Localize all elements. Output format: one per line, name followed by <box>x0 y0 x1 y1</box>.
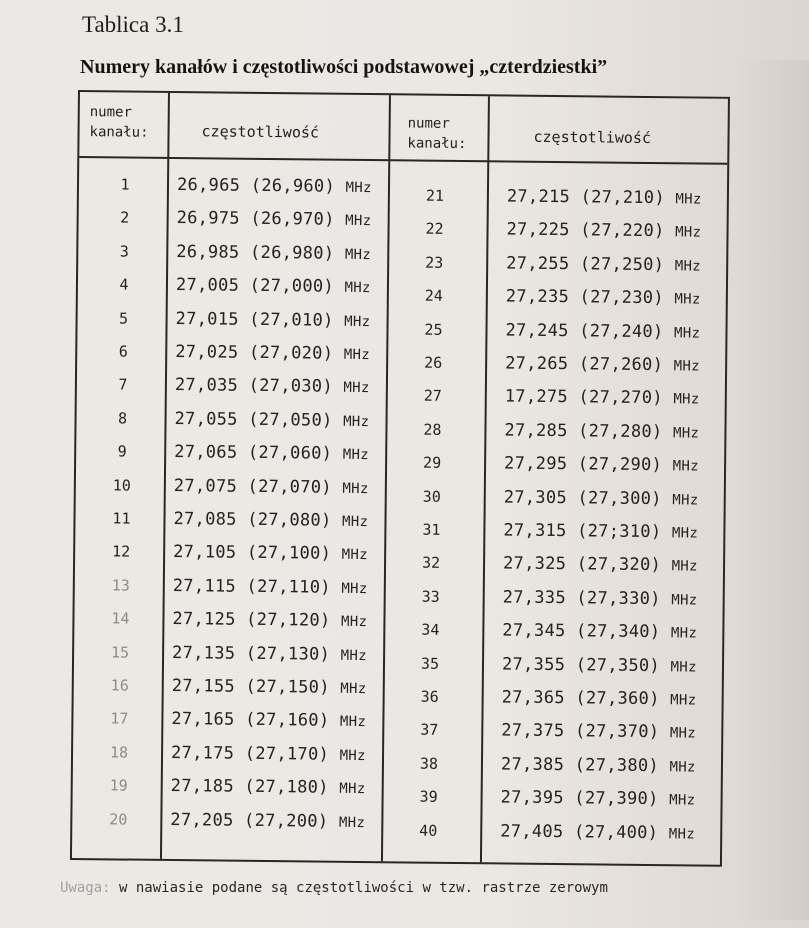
frequency-text: 27,325 (27,320) <box>502 553 662 576</box>
frequency-value <box>505 320 700 342</box>
channel-number: 6 <box>118 342 128 361</box>
header-frequency-right: częstotliwość <box>533 127 652 148</box>
frequency-text: 27,225 (27,220) <box>506 219 665 242</box>
frequency-unit: MHz <box>674 291 701 308</box>
frequency-unit: MHz <box>668 825 696 843</box>
frequency-unit: MHz <box>345 213 372 230</box>
channel-number: 38 <box>419 754 439 773</box>
header-channel-line2: kanału: <box>89 124 149 141</box>
frequency-unit: MHz <box>341 580 368 597</box>
channel-number: 7 <box>118 375 128 394</box>
frequency-text: 17,275 (27,270) <box>504 386 663 409</box>
frequency-unit: MHz <box>341 547 368 564</box>
frequency-value <box>505 387 700 409</box>
frequency-value <box>174 476 369 498</box>
channel-number: 26 <box>424 353 443 372</box>
channel-number: 11 <box>112 509 131 528</box>
frequency-unit: MHz <box>673 358 700 375</box>
frequency-text: 27,065 (27,060) <box>174 442 333 464</box>
frequency-value <box>170 810 365 832</box>
show-through-shadow <box>735 60 809 920</box>
frequency-unit: MHz <box>672 425 700 442</box>
frequency-text: 27,365 (27,360) <box>501 687 660 710</box>
frequency-unit: MHz <box>341 513 369 531</box>
frequency-text: 27,035 (27,030) <box>174 375 334 398</box>
frequency-text: 27,055 (27,050) <box>174 408 333 431</box>
frequency-text: 27,315 (27;310) <box>503 520 662 543</box>
column-divider <box>381 95 391 861</box>
frequency-unit: MHz <box>340 613 368 631</box>
channel-number: 16 <box>110 676 129 695</box>
header-channel-right <box>407 113 466 154</box>
frequency-text: 27,255 (27,250) <box>506 253 665 275</box>
frequency-unit: MHz <box>669 725 697 742</box>
frequency-text: 27,385 (27,380) <box>500 754 660 776</box>
frequency-text: 27,335 (27,330) <box>502 587 661 609</box>
column-divider <box>160 93 170 859</box>
channel-number: 8 <box>117 409 128 428</box>
frequency-text: 27,105 (27,100) <box>173 542 332 565</box>
channel-number: 35 <box>420 654 440 673</box>
frequency-value <box>504 487 699 509</box>
channel-number: 5 <box>119 309 129 328</box>
channel-number: 17 <box>110 709 129 728</box>
frequency-text: 27,355 (27,350) <box>501 654 661 676</box>
frequency-text: 27,235 (27,230) <box>505 286 664 309</box>
channel-number: 34 <box>421 620 440 640</box>
channel-number: 13 <box>111 576 130 595</box>
frequency-unit: MHz <box>670 658 697 676</box>
frequency-value <box>506 220 701 242</box>
frequency-unit: MHz <box>340 647 367 664</box>
channel-number: 33 <box>421 587 440 606</box>
frequency-value <box>501 788 696 810</box>
frequency-text: 27,295 (27,290) <box>504 453 663 476</box>
frequency-value <box>502 621 697 643</box>
channel-number: 31 <box>422 520 441 539</box>
footnote <box>60 880 608 896</box>
frequency-value <box>173 576 368 598</box>
frequency-value <box>176 275 371 297</box>
frequency-value <box>175 342 370 364</box>
frequency-value <box>171 709 366 731</box>
channel-number: 24 <box>424 286 443 306</box>
channel-number: 9 <box>117 442 127 461</box>
frequency-value <box>173 542 368 564</box>
channel-number: 36 <box>420 687 439 706</box>
frequency-unit: MHz <box>673 324 701 342</box>
frequency-unit: MHz <box>669 792 696 809</box>
frequency-text: 27,265 (27,260) <box>505 353 664 376</box>
frequency-text: 27,115 (27,110) <box>172 575 331 598</box>
footnote-prefix: Uwaga: <box>60 880 111 896</box>
frequency-unit: MHz <box>673 391 700 408</box>
channel-number: 29 <box>422 453 442 473</box>
channel-number: 15 <box>110 642 130 662</box>
frequency-value <box>174 409 369 431</box>
frequency-text: 26,975 (26,970) <box>176 208 335 231</box>
frequency-text: 27,085 (27,080) <box>173 509 332 531</box>
channel-number: 30 <box>422 487 441 506</box>
frequency-unit: MHz <box>339 780 366 798</box>
channel-number: 12 <box>112 542 131 561</box>
frequency-text: 27,345 (27,340) <box>502 620 661 643</box>
channel-number: 32 <box>421 554 441 573</box>
frequency-unit: MHz <box>344 279 371 297</box>
frequency-value <box>177 175 372 197</box>
frequency-text: 27,375 (27,370) <box>501 720 660 743</box>
frequency-value <box>172 609 367 631</box>
frequency-text: 27,395 (27,390) <box>500 787 659 810</box>
frequency-unit: MHz <box>340 680 367 698</box>
frequency-text: 27,185 (27,180) <box>170 776 329 798</box>
frequency-text: 27,285 (27,280) <box>504 420 663 442</box>
channel-number: 3 <box>119 242 129 261</box>
frequency-unit: MHz <box>342 480 369 497</box>
frequency-unit: MHz <box>339 747 366 764</box>
channel-number: 39 <box>419 787 438 806</box>
channel-number: 14 <box>111 609 130 628</box>
channel-number: 21 <box>425 186 445 205</box>
frequency-text: 27,305 (27,300) <box>503 487 662 509</box>
channel-number: 22 <box>425 220 444 239</box>
header-frequency-left: częstotliwość <box>201 122 320 142</box>
frequency-text: 27,075 (27,070) <box>173 475 332 498</box>
frequency-text: 26,985 (26,980) <box>176 241 335 264</box>
frequency-value <box>172 676 367 698</box>
frequency-table <box>70 90 730 867</box>
frequency-value <box>503 587 698 609</box>
frequency-unit: MHz <box>343 346 371 364</box>
channel-number: 18 <box>109 743 129 762</box>
channel-number: 28 <box>423 420 442 439</box>
channel-number: 40 <box>419 821 438 840</box>
channel-number: 10 <box>112 475 131 495</box>
frequency-value <box>171 743 366 765</box>
channel-number: 19 <box>109 776 128 795</box>
frequency-value <box>503 520 698 542</box>
frequency-value <box>501 721 696 743</box>
channel-number: 23 <box>425 253 444 272</box>
frequency-unit: MHz <box>671 558 698 575</box>
frequency-text: 27,025 (27,020) <box>175 342 334 364</box>
frequency-text: 27,175 (27,170) <box>170 742 330 765</box>
frequency-value <box>176 242 371 264</box>
frequency-value <box>502 687 697 709</box>
channel-number: 27 <box>423 387 442 406</box>
frequency-unit: MHz <box>672 491 699 509</box>
frequency-text: 27,125 (27,120) <box>172 609 331 631</box>
table-label: Tablica 3.1 <box>82 12 184 37</box>
frequency-unit: MHz <box>671 525 699 542</box>
frequency-value <box>501 754 696 776</box>
frequency-text: 27,405 (27,400) <box>500 821 659 843</box>
frequency-unit: MHz <box>672 458 699 475</box>
frequency-text: 27,245 (27,240) <box>505 320 664 342</box>
frequency-unit: MHz <box>674 258 702 275</box>
frequency-value <box>171 776 366 798</box>
frequency-unit: MHz <box>345 179 372 197</box>
frequency-unit: MHz <box>343 413 370 430</box>
frequency-value <box>175 375 370 397</box>
channel-number: 2 <box>120 208 130 227</box>
frequency-unit: MHz <box>671 592 698 609</box>
frequency-value <box>500 821 695 843</box>
frequency-value <box>502 654 697 676</box>
column-divider <box>480 96 490 862</box>
frequency-unit: MHz <box>669 759 696 776</box>
frequency-text: 27,005 (27,000) <box>175 275 335 297</box>
frequency-value <box>177 208 372 230</box>
frequency-unit: MHz <box>344 313 371 330</box>
header-divider <box>79 156 727 165</box>
frequency-value <box>504 454 699 476</box>
header-channel-line2: kanału: <box>407 135 467 153</box>
frequency-text: 27,215 (27,210) <box>506 186 666 209</box>
frequency-text: 27,015 (27,010) <box>175 308 334 331</box>
frequency-unit: MHz <box>339 714 367 731</box>
header-channel-line1: numer <box>407 115 450 132</box>
frequency-unit: MHz <box>670 625 698 642</box>
frequency-unit: MHz <box>342 446 370 464</box>
channel-number: 20 <box>109 809 128 829</box>
frequency-unit: MHz <box>675 191 702 208</box>
footnote-text: w nawiasie podane są częstotliwości w tzw. rastrze zerowym <box>119 880 608 896</box>
frequency-text: 27,165 (27,160) <box>171 709 330 732</box>
frequency-text: 27,155 (27,150) <box>171 676 330 698</box>
frequency-value <box>506 253 701 275</box>
frequency-value <box>174 442 369 464</box>
frequency-text: 27,135 (27,130) <box>172 642 331 665</box>
frequency-unit: MHz <box>338 814 366 831</box>
frequency-value <box>176 309 371 331</box>
frequency-text: 27,205 (27,200) <box>170 809 329 832</box>
table-title: Numery kanałów i częstotliwości podstawowej „czterdziestki” <box>80 56 608 78</box>
channel-number: 1 <box>120 175 130 194</box>
header-channel-left <box>89 102 148 143</box>
frequency-value <box>504 420 699 442</box>
frequency-unit: MHz <box>343 380 370 397</box>
frequency-value <box>507 186 702 208</box>
frequency-value <box>506 287 701 309</box>
header-channel-line1: numer <box>89 104 133 121</box>
channel-number: 37 <box>420 721 439 740</box>
frequency-unit: MHz <box>675 224 702 241</box>
frequency-unit: MHz <box>670 692 697 709</box>
frequency-unit: MHz <box>344 246 372 263</box>
frequency-value <box>505 353 700 375</box>
channel-number: 4 <box>119 275 129 294</box>
channel-number: 25 <box>424 320 443 339</box>
frequency-text: 26,965 (26,960) <box>176 175 336 197</box>
frequency-value <box>173 509 368 531</box>
frequency-value <box>503 554 698 576</box>
frequency-value <box>172 643 367 665</box>
